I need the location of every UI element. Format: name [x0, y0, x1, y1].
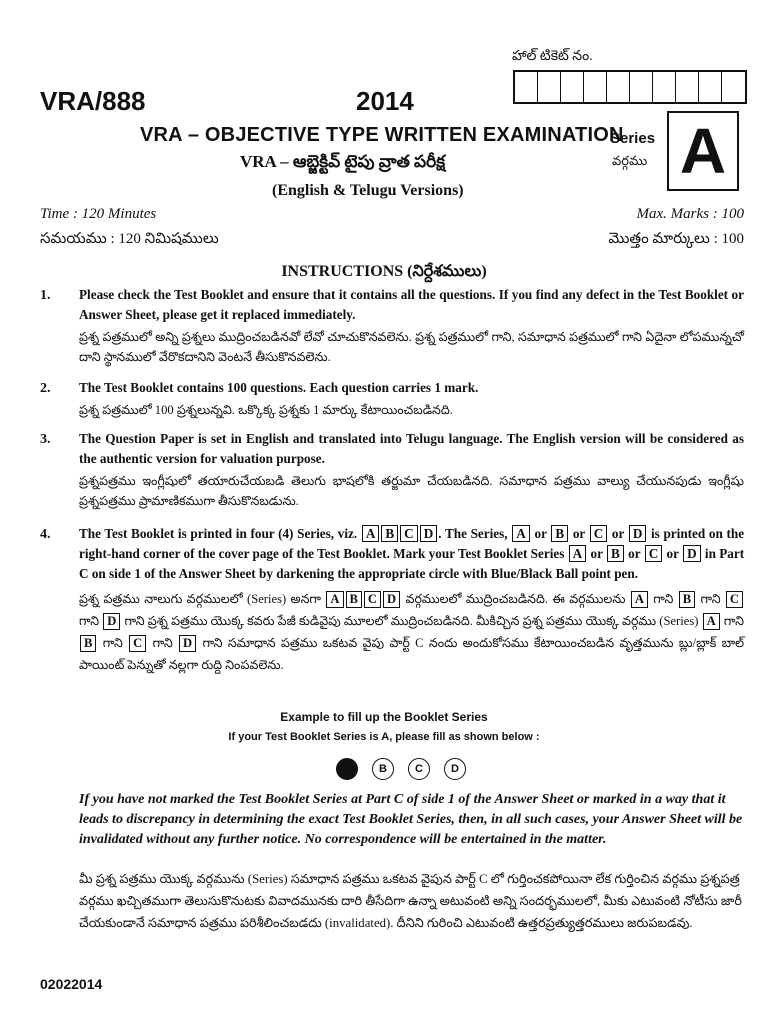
hall-ticket-digit-box[interactable]: [676, 72, 699, 102]
instruction-number: 3.: [40, 432, 51, 447]
series-box-c: C: [645, 545, 663, 562]
hall-ticket-digit-box[interactable]: [538, 72, 561, 102]
hall-ticket-digit-box[interactable]: [561, 72, 584, 102]
time-info: Time : 120 Minutes: [40, 206, 157, 222]
hall-ticket-digit-box[interactable]: [653, 72, 676, 102]
instruction-4-english: The Test Booklet is printed in four (4) Series, viz. A B C D . The Series, A or B or C or D is printed on the right-hand corner of the cover page of the Test Booklet. Mark your Test Booklet Series A or B or C or D in Part C on side 1 of the Answer Sheet by darkening the appropriate circle with Blue/Black Ball point pen.: [79, 526, 745, 581]
series-box-d: D: [179, 635, 196, 652]
series-label-telugu: వర్గము: [612, 153, 648, 168]
instruction-2: [79, 378, 744, 420]
instruction-1-telugu: ప్రశ్న పత్రములో అన్ని ప్రశ్నలు ముద్రించబడినవో లేవో చూచుకొనవలెను. ప్రశ్న పత్రములో గాని, సమాధాన పత్రములో గాని ఏదైనా లోపమున్నచో దాని స్థానములో వేరొకదానిని వెంటనే తీసుకొనవలెను.: [79, 330, 744, 364]
bubble-c: C: [408, 758, 430, 780]
exam-title: VRA – OBJECTIVE TYPE WRITTEN EXAMINATION: [140, 124, 624, 146]
versions-note: (English & Telugu Versions): [272, 182, 464, 199]
series-box-d: D: [420, 525, 438, 542]
instruction-3-telugu: ప్రశ్నపత్రము ఇంగ్లీషులో తయారుచేయబడి తెలుగు భాషలోకి తర్జుమా చేయబడినది. సమాధాన పత్రము వాల్యు చేయునపుడు ఇంగ్లీషు ప్రశ్నపత్రము ప్రామాణికముగా తీసుకొనబడును.: [79, 474, 744, 508]
series-box-d: D: [683, 545, 701, 562]
series-box-c: C: [590, 525, 608, 542]
instructions-heading: INSTRUCTIONS (నిర్దేశములు): [281, 263, 487, 280]
series-box-c: C: [129, 635, 146, 652]
instruction-3: [79, 429, 744, 511]
instruction-1: [79, 285, 744, 367]
series-box-a: A: [569, 545, 587, 562]
series-box-c: C: [726, 591, 743, 608]
series-box-b: B: [381, 525, 398, 542]
instruction-4: [79, 524, 744, 676]
exam-year: 2014: [356, 86, 414, 116]
hall-ticket-digit-box[interactable]: [699, 72, 722, 102]
example-title: Example to fill up the Booklet Series: [280, 710, 488, 724]
series-box-b: B: [551, 525, 568, 542]
series-box-b: B: [607, 545, 624, 562]
series-letter-box: A: [667, 111, 739, 191]
footer-code: 02022014: [40, 976, 103, 992]
bubble-d: D: [444, 758, 466, 780]
series-box-d: D: [103, 613, 120, 630]
instruction-3-english: The Question Paper is set in English and translated into Telugu language. The English version will be considered as the authentic version for valuation purpose.: [79, 431, 744, 466]
instruction-number: 4.: [40, 527, 51, 542]
series-box-d: D: [629, 525, 647, 542]
series-box-a: A: [326, 591, 343, 608]
series-box-d: D: [383, 591, 400, 608]
instruction-1-english: Please check the Test Booklet and ensure that it contains all the questions. If you find any defect in the Test Booklet or Answer Sheet, please get it replaced immediately.: [79, 287, 744, 322]
paper-code: VRA/888: [40, 86, 146, 116]
bubble-filled-a: [336, 758, 358, 780]
example-bubbles: [336, 758, 466, 780]
instruction-2-english: The Test Booklet contains 100 questions. Each question carries 1 mark.: [79, 380, 479, 395]
instruction-number: 1.: [40, 288, 51, 303]
time-info-telugu: సమయము : 120 నిమిషములు: [40, 231, 219, 247]
invalidation-warning: If you have not marked the Test Booklet Series at Part C of side 1 of the Answer Sheet or marked in a way that it leads to discrepancy in determining the exact Test Booklet Series, then, in all such cases, your Answer Sheet will be invalidated without any further notice. No correspondence will be entertained in the matter.: [79, 792, 743, 847]
hall-ticket-digit-box[interactable]: [722, 72, 745, 102]
max-marks-info: Max. Marks : 100: [636, 206, 744, 222]
series-box-a: A: [512, 525, 530, 542]
invalidation-warning-telugu: మీ ప్రశ్న పత్రము యొక్క వర్గమును (Series) సమాధాన పత్రము ఒకటవ వైపున పార్ట్ C లో గుర్తించకపోయినా లేక గుర్తించిన వర్గము ప్రశ్నపత్ర వర్గము ఖచ్చితముగా తెలుసుకొనుటకు వివాదమునకు దారి తీసేదిగా ఉన్నా అటువంటి అన్ని సందర్భములలో, మీకు ఎటువంటి నోటీసు జారీ చేయకుండానే సమాధాన పత్రము పరిశీలించబడదు (invalidated). దీనిని గురించి ఎటువంటి ఉత్తరప్రత్యుత్తరములు జరుపబడవు.: [79, 872, 742, 930]
instruction-4-telugu: ప్రశ్న పత్రము నాలుగు వర్గములలో (Series) అనగా A B C D వర్గములలో ముద్రించబడినది. ఈ వర్గములను A గాని B గాని C గాని D గాని ప్రశ్న పత్రము యొక్క కవరు పేజీ కుడివైపు మూలలో ముద్రించబడినది. మీకిచ్చిన ప్రశ్న పత్రము యొక్క వర్గము (Series) A గాని B గాని C గాని D గాని సమాధాన పత్రము ఒకటవ వైపు పార్ట్ C నందు అందుకోసము కేటాయించబడిన వృత్తమును బ్లు/బ్లాక్ బాల్ పాయింట్ పెన్నుతో నల్లగా రుద్ది నింపవలెను.: [79, 592, 745, 672]
hall-ticket-digit-box[interactable]: [515, 72, 538, 102]
example-subtitle: If your Test Booklet Series is A, please fill as shown below :: [228, 731, 540, 743]
series-box-a: A: [362, 525, 380, 542]
max-marks-info-telugu: మొత్తం మార్కులు : 100: [608, 231, 744, 247]
hall-ticket-digit-box[interactable]: [607, 72, 630, 102]
instruction-2-telugu: ప్రశ్న పత్రములో 100 ప్రశ్నలున్నవి. ఒక్కొక్క ప్రశ్నకు 1 మార్కు కేటాయించబడినది.: [79, 403, 453, 417]
hall-ticket-digit-box[interactable]: [630, 72, 653, 102]
series-box-c: C: [400, 525, 418, 542]
series-box-a: A: [631, 591, 648, 608]
series-label: Series: [610, 130, 656, 147]
series-box-c: C: [364, 591, 381, 608]
hall-ticket-digit-box[interactable]: [584, 72, 607, 102]
exam-title-telugu: VRA – ఆబ్జెక్టివ్ టైపు వ్రాత పరీక్ష: [240, 152, 446, 171]
series-box-b: B: [679, 591, 695, 608]
series-box-a: A: [703, 613, 720, 630]
series-box-b: B: [80, 635, 96, 652]
series-box-b: B: [346, 591, 362, 608]
instruction-number: 2.: [40, 381, 51, 396]
hall-ticket-number-boxes[interactable]: [513, 70, 747, 104]
bubble-b: B: [372, 758, 394, 780]
hall-ticket-label: హాల్ టికెట్ నం.: [512, 49, 593, 64]
